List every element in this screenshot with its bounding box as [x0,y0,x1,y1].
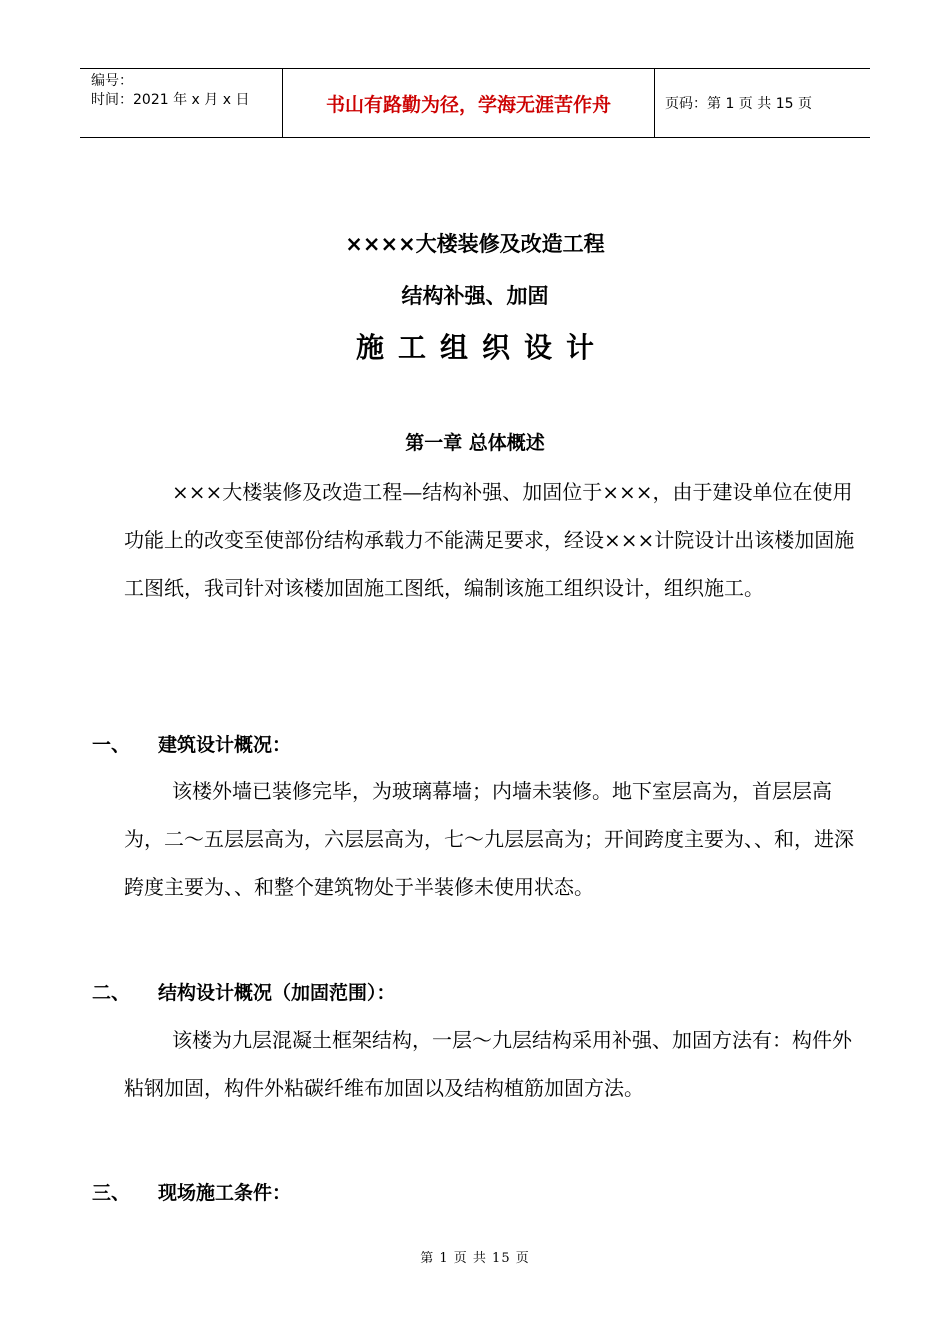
section-heading-3 [92,1178,291,1205]
project-subtitle: 结构补强、加固 [401,284,549,308]
section-heading-1 [92,730,291,757]
section-number: 二、 [92,982,131,1004]
header-number-label: 编号： [91,73,133,89]
project-title: ××××大楼装修及改造工程 [345,232,605,256]
page-footer: 第 1 页 共 15 页 [420,1251,530,1266]
document-header [80,68,870,138]
section-number: 一、 [92,734,131,756]
section-title: 结构设计概况（加固范围）： [158,982,396,1004]
header-motto: 书山有路勤为径，学海无涯苦作舟 [282,69,655,137]
section-heading-2 [92,978,396,1005]
section-number: 三、 [92,1182,131,1204]
header-meta [80,69,282,137]
header-time-label: 时间：2021 年 x 月 x 日 [91,92,250,108]
section-paragraph-1: 该楼外墙已装修完毕，为玻璃幕墙；内墙未装修。地下室层高为，首层层高为，二～五层层高为，六层层高为，七～九层层高为；开间跨度主要为、、和，进深跨度主要为、、和整个建筑物处于半装修未使用状态。 [124,779,854,899]
chapter-title: 第一章 总体概述 [405,432,545,454]
header-page-info: 页码：第 1 页 共 15 页 [665,96,812,112]
section-title: 现场施工条件： [158,1182,292,1204]
document-type-title: 施工组织设计 [355,331,608,364]
section-paragraph-2: 该楼为九层混凝土框架结构，一层～九层结构采用补强、加固方法有：构件外粘钢加固，构件外粘碳纤维布加固以及结构植筋加固方法。 [124,1028,852,1100]
section-title: 建筑设计概况： [158,734,292,756]
chapter-paragraph: ×××大楼装修及改造工程—结构补强、加固位于×××，由于建设单位在使用功能上的改变至使部份结构承载力不能满足要求，经设×××计院设计出该楼加固施工图纸，我司针对该楼加固施工图纸，编制该施工组织设计，组织施工。 [124,480,855,600]
